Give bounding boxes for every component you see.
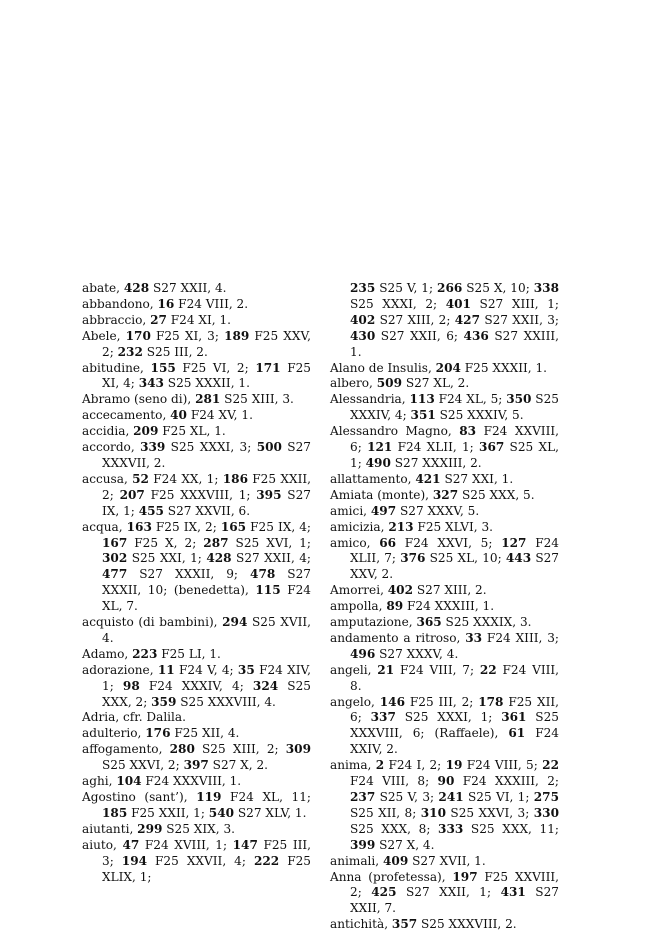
index-entry: antichità, 357 S25 XXXVIII, 2. [330,917,517,932]
index-entry: Abele, 170 F25 XI, 3; 189 F25 XXV, 2; 232 S25 III, 2. [82,328,311,359]
index-entry: animali, 409 S27 XVII, 1. [330,853,486,868]
index-entry: Adamo, 223 F25 LI, 1. [82,646,221,661]
index-entry: amici, 497 S27 XXXV, 5. [330,503,480,518]
index-entry: amico, 66 F24 XXVI, 5; 127 F24 XLII, 7; 376 S25 XL, 10; 443 S27 XXV, 2. [330,535,559,582]
index-entry-continuation: 235 S25 V, 1; 266 S25 X, 10; 338 S25 XXXI, 2; 401 S27 XIII, 1; 402 S27 XIII, 2; 427 S27 XXII, 3; 430 S27 XXII, 6; 436 S27 XXIII, 1. [350,281,560,359]
index-entry: Amiata (monte), 327 S25 XXX, 5. [330,487,535,502]
index-entry: andamento a ritroso, 33 F24 XIII, 3; 496 S27 XXXV, 4. [330,630,559,661]
index-entry: acqua, 163 F25 IX, 2; 165 F25 IX, 4; 167 F25 X, 2; 287 S25 XVI, 1; 302 S25 XXI, 1; 428 S27 XXII, 4; 477 S27 XXXII, 9; 478 S27 XXXII, 10; (benedetta), 115 F24 XL, 7. [82,519,312,614]
index-entry: aghi, 104 F24 XXXVIII, 1. [82,774,242,789]
index-entry: acquisto (di bambini), 294 S25 XVII, 4. [82,615,311,645]
index-entry: Alano de Insulis, 204 F25 XXXII, 1. [330,360,548,375]
index-entry: Adria, cfr. Dalila. [82,710,186,725]
index-entry: angelo, 146 F25 III, 2; 178 F25 XII, 6; 337 S25 XXXI, 1; 361 S25 XXXVIII, 6; (Raffaele), 61 F24 XXIV, 2. [330,694,559,757]
index-entry: aiutanti, 299 S25 XIX, 3. [82,821,235,836]
index-entry: adorazione, 11 F24 V, 4; 35 F24 XIV, 1; 98 F24 XXXIV, 4; 324 S25 XXX, 2; 359 S25 XXXVIII, 4. [82,662,311,709]
index-entry: accusa, 52 F24 XX, 1; 186 F25 XXII, 2; 207 F25 XXXVIII, 1; 395 S27 IX, 1; 455 S27 XXVII, 6. [82,471,311,518]
index-entry: affogamento, 280 S25 XIII, 2; 309 S25 XXVI, 2; 397 S27 X, 2. [82,742,312,773]
index-entry: adulterio, 176 F25 XII, 4. [82,726,240,741]
index-entry: angeli, 21 F24 VIII, 7; 22 F24 VIII, 8. [330,662,559,693]
index-entry: Agostino (sant’), 119 F24 XL, 11; 185 F25 XXII, 1; 540 S27 XLV, 1. [82,790,312,820]
index-entry: accidia, 209 F25 XL, 1. [82,424,226,439]
index-entry: ampolla, 89 F24 XXXIII, 1. [330,599,495,614]
index-entry: Amorrei, 402 S27 XIII, 2. [330,583,487,598]
index-entry: Abramo (seno di), 281 S25 XIII, 3. [82,392,294,407]
index-entry: Anna (profetessa), 197 F25 XXVIII, 2; 425 S27 XXII, 1; 431 S27 XXII, 7. [330,869,559,916]
index-entry: aiuto, 47 F24 XVIII, 1; 147 F25 III, 3; 194 F25 XXVII, 4; 222 F25 XLIX, 1; [82,837,312,884]
index-entry: abate, 428 S27 XXII, 4. [82,281,227,295]
index-entry: allattamento, 421 S27 XXI, 1. [330,471,514,486]
index-entry: abbraccio, 27 F24 XI, 1. [82,312,232,327]
index-entry: albero, 509 S27 XL, 2. [330,376,470,391]
index-entry: amicizia, 213 F25 XLVI, 3. [330,519,493,534]
index-entry: amputazione, 365 S25 XXXIX, 3. [330,615,532,630]
index-column-right [330,281,559,933]
index-entry: abbandono, 16 F24 VIII, 2. [82,296,249,311]
index-entry: accecamento, 40 F24 XV, 1. [82,408,253,423]
index-entry: anima, 2 F24 I, 2; 19 F24 VIII, 5; 22 F24 VIII, 8; 90 F24 XXXIII, 2; 237 S25 V, 3; 241 S25 VI, 1; 275 S25 XII, 8; 310 S25 XXVI, 3; 330 S25 XXX, 8; 333 S25 XXX, 11; 399 S27 X, 4. [330,758,559,852]
index-entry: Alessandria, 113 F24 XL, 5; 350 S25 XXXIV, 4; 351 S25 XXXIV, 5. [330,392,559,423]
index-entry: abitudine, 155 F25 VI, 2; 171 F25 XI, 4; 343 S25 XXXII, 1. [82,360,311,391]
index-entry: accordo, 339 S25 XXXI, 3; 500 S27 XXXVII, 2. [82,440,311,470]
index-entry: Alessandro Magno, 83 F24 XXVIII, 6; 121 F24 XLII, 1; 367 S25 XL, 1; 490 S27 XXXIII, 2. [330,424,559,470]
index-column-left [82,281,311,885]
